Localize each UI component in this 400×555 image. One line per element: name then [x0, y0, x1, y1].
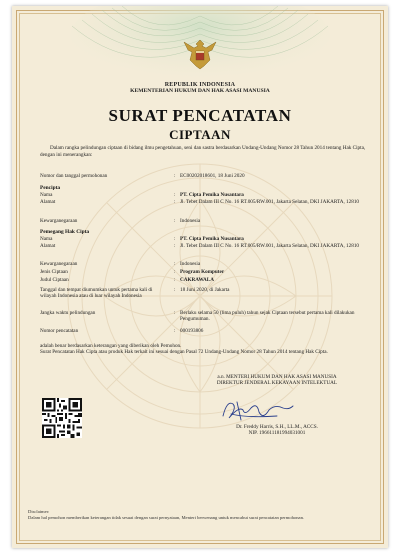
application-value: EC00202018601, 18 Juni 2020 — [180, 173, 245, 179]
application-label: Nomor dan tanggal permohonan — [40, 173, 108, 179]
ministry-heading: KEMENTERIAN HUKUM DAN HAK ASASI MANUSIA — [130, 88, 270, 94]
document-subtitle: CIPTAAN — [169, 127, 231, 142]
holder-address-label: Alamat — [40, 243, 56, 249]
work-type-value: Program Komputer — [180, 269, 225, 275]
signatory-line-2: DIREKTUR JENDERAL KEKAYAAN INTELEKTUAL — [216, 380, 338, 387]
creator-name-value: PT. Cipta Pemika Nusantara — [180, 192, 244, 198]
creator-nationality-value: Indonesia — [180, 218, 201, 224]
creator-section-heading: Pencipta — [40, 185, 61, 191]
record-number-value: 000193806 — [180, 328, 204, 334]
creator-name-label: Nama — [40, 192, 53, 198]
document-title: SURAT PENCATATAN — [108, 106, 292, 125]
holder-name-label: Nama — [40, 236, 53, 242]
country-heading: REPUBLIK INDONESIA — [164, 82, 236, 88]
closing-statement — [40, 343, 370, 356]
disclaimer-heading: Disclaimer: — [28, 509, 50, 514]
disclaimer-text: Dalam hal pemohon memberikan keterangan tidak sesuai dengan surat pernyataan, Menteri berwenang untuk mencabut surat pencatatan permohonan. — [28, 515, 305, 520]
signatory-title-block — [202, 374, 352, 387]
creator-address-value: Jl. Tebet Dalam III C No. 16 RT.005/RW.001, Jakarta Selatan, DKI JAKARTA, 12810 — [180, 199, 360, 205]
signatory-line-1: a.n. MENTERI HUKUM DAN HAK ASASI MANUSIA — [217, 374, 337, 380]
work-title-label: Judul Ciptaan — [40, 277, 69, 283]
signatory-name-block — [202, 424, 352, 437]
qr-code — [42, 398, 82, 438]
announcement-label: Tanggal dan tempat diumumkan untuk pertama kali di wilayah Indonesia atau di luar wilayah Indonesia — [40, 287, 153, 300]
protection-period-value: Berlaku selama 50 (lima puluh) tahun sejak Ciptaan tersebut pertama kali dilakukan Pengumuman. — [180, 310, 355, 323]
disclaimer — [28, 509, 374, 521]
intro-paragraph: Dalam rangka pelindungan ciptaan di bidang ilmu pengetahuan, seni dan sastra berdasarkan Undang-Undang Nomor 28 Tahun 2014 tentang Hak Cipta, dengan ini menerangkan: — [40, 145, 366, 158]
holder-nationality-label: Kewarganegaraan — [40, 261, 78, 267]
creator-address-label: Alamat — [40, 199, 56, 205]
work-type-label: Jenis Ciptaan — [40, 269, 68, 275]
announcement-value: 18 Juni 2020, di Jakarta — [180, 287, 230, 293]
signatory-nip: NIP. 196611181994031001 — [248, 430, 306, 437]
closing-line-1: adalah benar berdasarkan keterangan yang diberikan oleh Pemohon. — [40, 343, 182, 349]
holder-nationality-value: Indonesia — [180, 261, 201, 267]
signatory-name: Dr. Freddy Harris, S.H., LL.M., ACCS. — [236, 424, 318, 430]
work-title-value: CAKRAWALA — [180, 277, 215, 283]
handwritten-signature — [217, 396, 297, 424]
holder-name-value: PT. Cipta Pemika Nusantara — [180, 236, 244, 242]
garuda-emblem-icon — [182, 36, 218, 70]
protection-period-label: Jangka waktu pelindungan — [40, 310, 96, 316]
record-number-label: Nomor pencatatan — [40, 328, 79, 334]
closing-line-2: Surat Pencatatan Hak Cipta atau produk Hak terkait ini sesuai dengan Pasal 72 Undang-Undang Nomor 28 Tahun 2014 tentang Hak Cipta. — [40, 349, 328, 356]
holder-address-value: Jl. Tebet Dalam III C No. 16 RT.005/RW.001, Jakarta Selatan, DKI JAKARTA, 12810 — [180, 243, 360, 249]
holder-section-heading: Pemegang Hak Cipta — [40, 229, 90, 235]
creator-nationality-label: Kewarganegaraan — [40, 218, 78, 224]
certificate-sheet: REPUBLIK INDONESIA KEMENTERIAN HUKUM DAN HAK ASASI MANUSIA SURAT PENCATATAN CIPTAAN Dalam rangka pelindungan ciptaan di bidang ilmu pengetahuan, seni dan sastra berdasarkan Undang-Undang Nomor 28 Tahun 2014 tentang Hak Cipta, dengan ini menerangkan: Nomor dan tanggal permohonan : EC00202018601, 18 Juni 2020 Pencipta Nama : PT. Cipta Pemika Nusantara Alamat : Jl. Tebet Dalam III C No. 16 RT.005/RW.001, Jakarta Selatan, DKI JAKARTA, 12810 Kewarganegaraan : Indonesia Pemegang Hak Cipta Nama : PT. Cipta Pemika Nusantara Alamat : Jl. Tebet Dalam III C No. 16 RT.005/RW.001, Jakarta Selatan, DKI JAKARTA, 12810 Kewarganegaraan : Indonesia Jenis Ciptaan : Program Komputer Judul Ciptaan : CAKRAWALA Tanggal dan tempat diumumkan untuk pertama kali di wilayah Indonesia atau di luar wilayah Indonesia : 18 Juni 2020, di Jakarta Jangka waktu pelindungan : Berlaku selama 50 (lima puluh) tahun sejak Ciptaan tersebut pertama kali dilakukan Pengumuman. Nomor pencatatan : 000193806 adalah benar berdasarkan keterangan yang diberikan oleh Pemohon. Surat Pencatatan Hak Cipta atau produk Hak terkait ini sesuai dengan Pasal 72 Undang-Undang Nomor 28 Tahun 2014 tentang Hak Cipta. a.n. MENTERI HUKUM DAN HAK ASASI MANUSIA DIREKTUR JENDERAL KEKAYAAN INTELEKTUAL Dr. Freddy Harris, S.H., LL.M., ACCS. NIP. 196611181994031001 Disclaimer: Dalam hal pemohon memberikan keterangan tidak sesuai dengan surat pernyataan, Menteri berwenang untuk mencabut surat pencatatan permohonan. — [12, 6, 388, 548]
